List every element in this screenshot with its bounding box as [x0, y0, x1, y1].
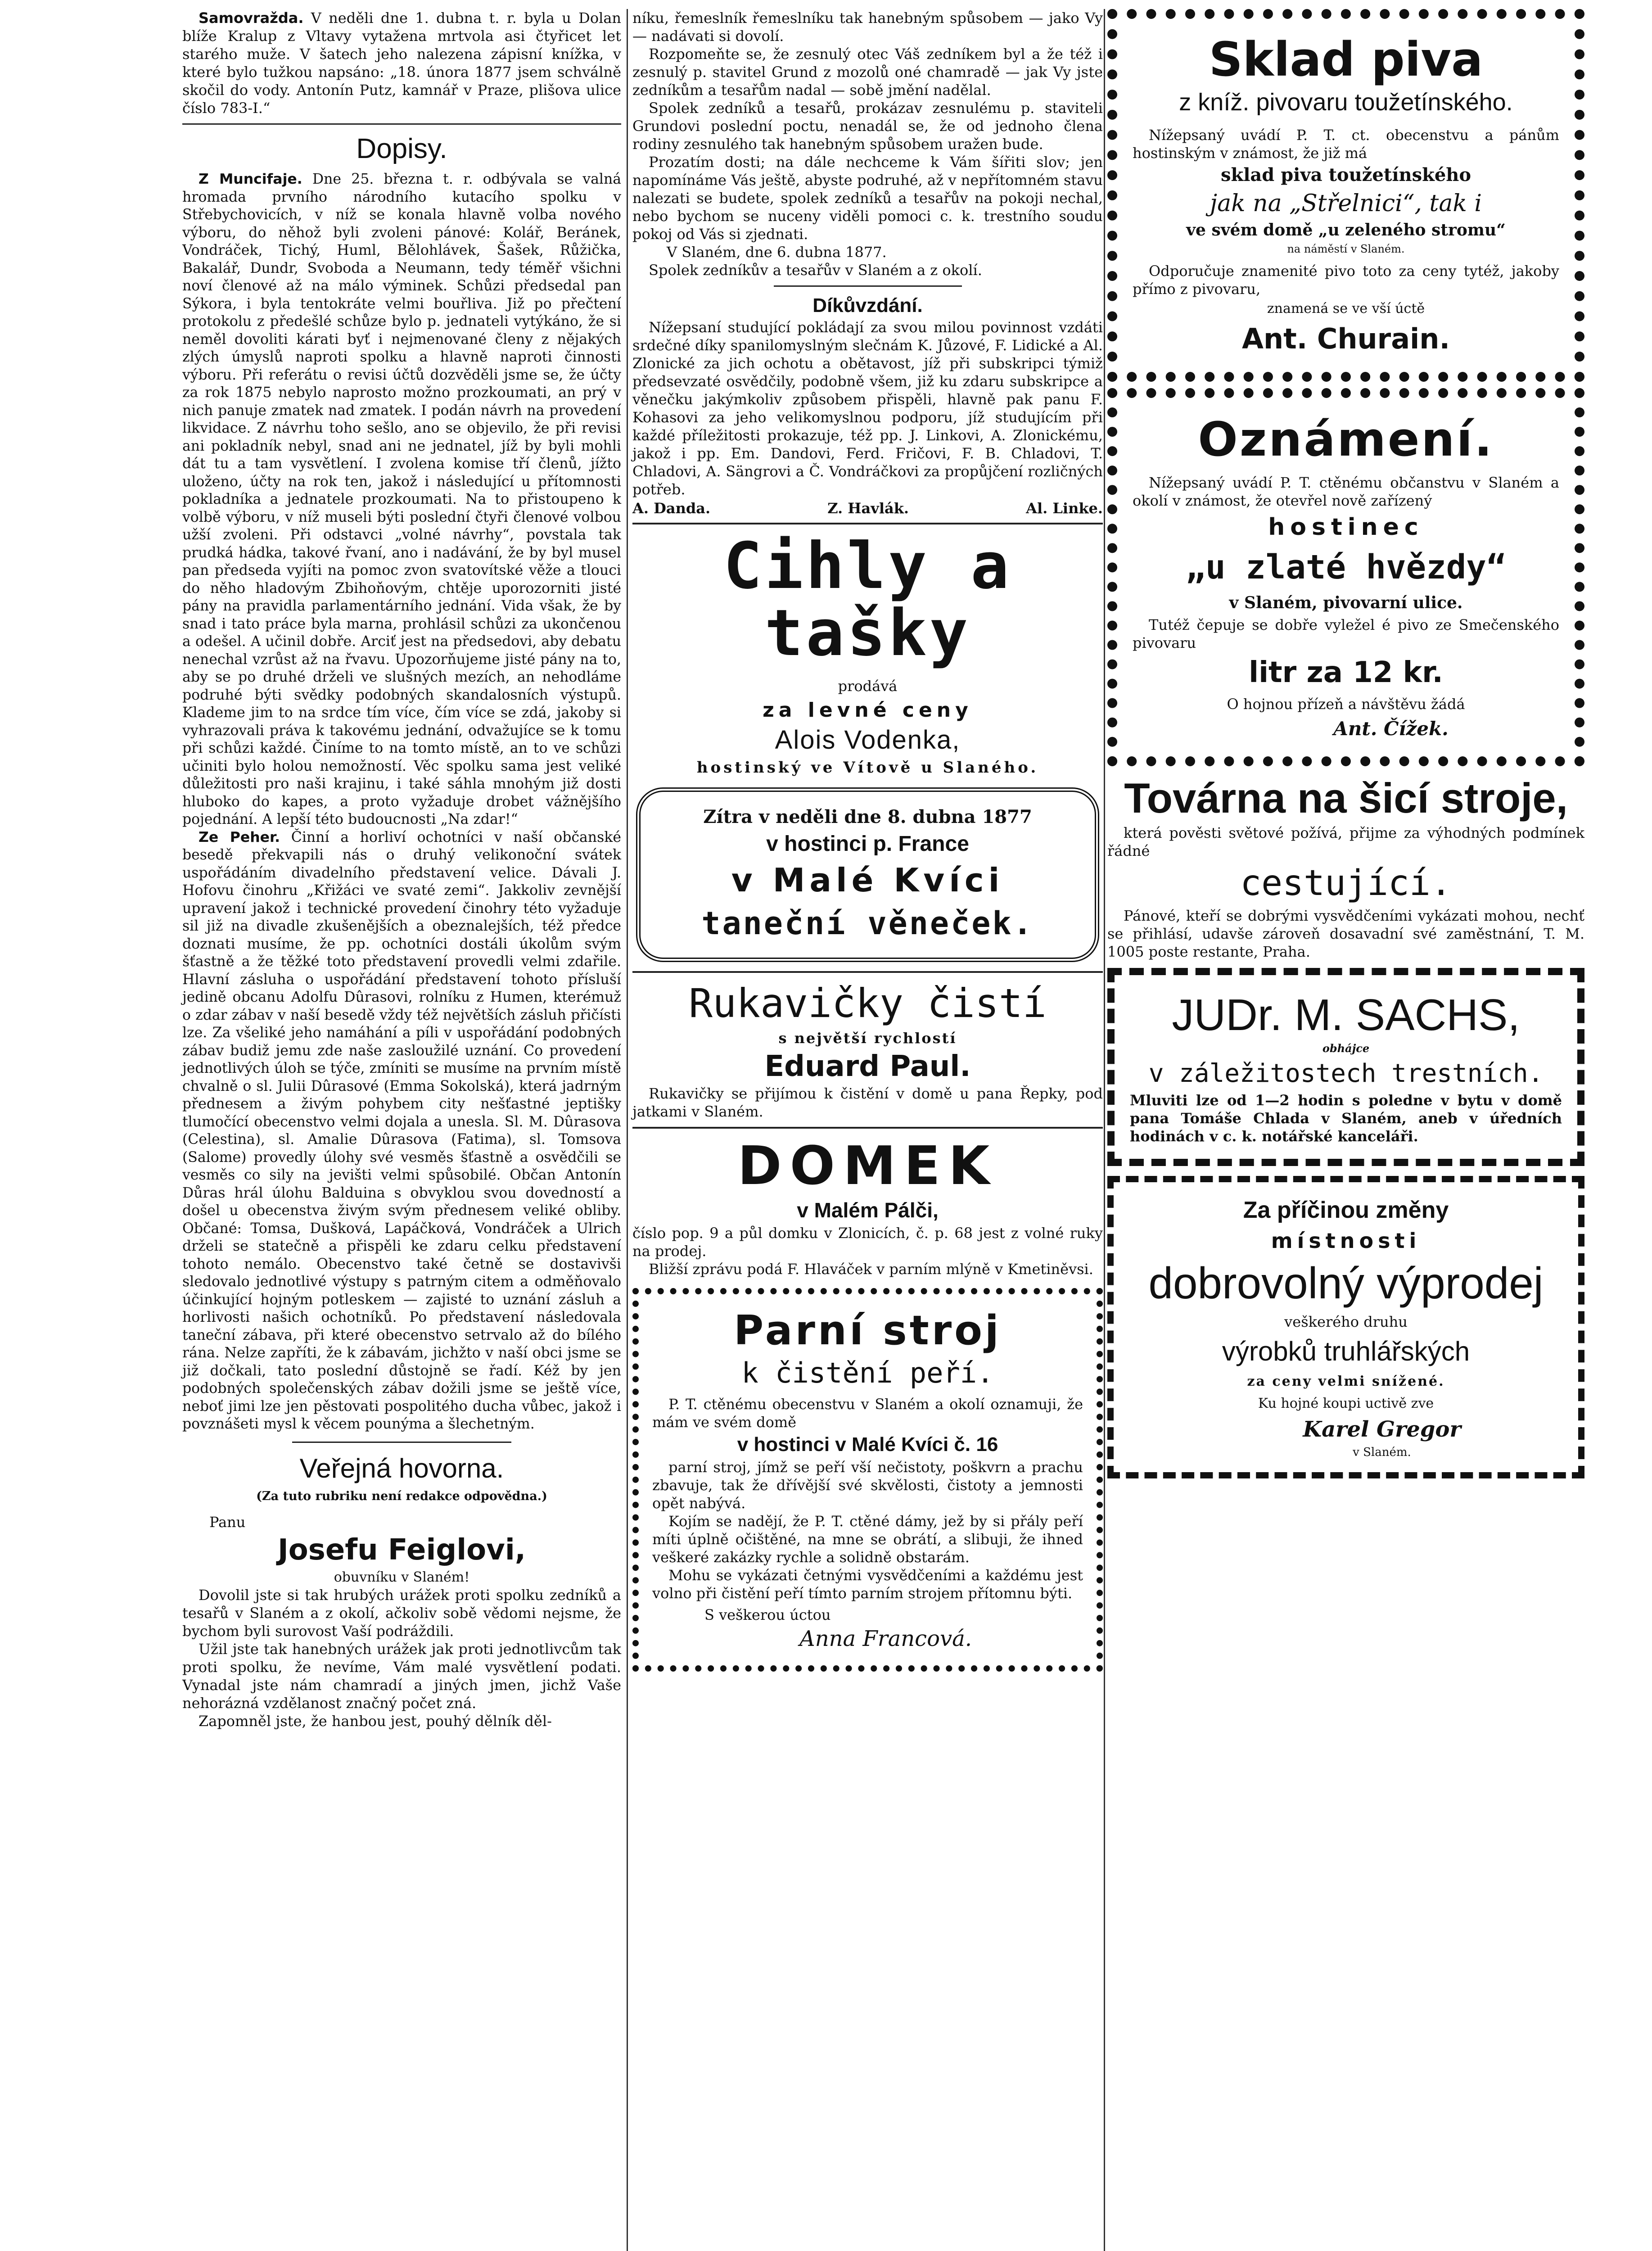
ad-sklad-piva	[1107, 9, 1584, 382]
divider	[774, 285, 962, 287]
ad-text: parní stroj, jímž se peří vší nečistoty, poškvrn a prachu zbavuje, tak že dřívější své skvělosti, čistoty a jemnosti opět nabývá.	[652, 1459, 1083, 1512]
ad-text: prodává	[838, 678, 898, 695]
ad-text: Pánové, kteří se dobrými vysvědčeními vykázati mohou, nechť se přihlásí, udavše zároveň dosavadní své zaměstnání, T. M. 1005 poste restante, Praha.	[1107, 907, 1584, 960]
signature: Al. Linke.	[1026, 500, 1103, 517]
hovorna-paragraph: Užil jste tak hanebných urážek jak proti jednotlivcům tak proti spolku, že nevíme, Vám malé vysvětlení podati. Vynadal jste nám chamradí a jiných jmen, jichž Vaše nehorázná vzdělanost značný počet zná.	[182, 1640, 621, 1712]
ad-line: za ceny velmi snížené.	[1247, 1374, 1445, 1389]
ad-title: DOMEK	[737, 1135, 998, 1197]
ad-sachs	[1107, 968, 1584, 1166]
ad-title: Cihly a tašky	[723, 529, 1012, 671]
ad-line: místnosti	[1271, 1229, 1421, 1253]
news-samovrazda	[182, 9, 621, 117]
letter-peher	[182, 829, 621, 1433]
column-divider-right	[1104, 9, 1105, 2251]
letter-text: Dne 25. března t. r. odbývala se valná hromada prvního národního kutacího spolku v Střebychovicích, v níž se konala hlavně volba nového výboru, do něhož byli zvoleni pánové: Kolář, Beránek, Vondráček, Tichý, Huml, Bělohlávek, Šašek, Růžička, Bakalář, Dundr, Svoboda a Neumann, tedy téměř všichni noví členové až na málo výminek. Schůzi předsedal pan Sýkora, i byla tentokráte velmi bouřliva. Již po přečtení protokolu z předešlé schůze bylo p. jednateli vytýkáno, že si neměl dovoliti kárati byť i nejmenované členy z nějakých zlých úmyslů naproti spolku a hlavně naproti činnosti výboru. Při referátu o revisi účtů dozvěděli jsme se, že účty za rok 1875 nebylo naprosto možno prozkoumati, an prý v nich panuje zmatek nad zmatek. I podán návrh na provedení likvidace. Z návrhu toho sešlo, ano se objevilo, že při revisi ani pokladník nebyl, snad ani ne jednatel, jíž by byli mohli dát tu a tam vysvětlení. I zvolena komise tří členů, jížto uloženo, účty na rok ten, jakož i následující u přítomnosti pokladníka a jednatele prozkoumati. Na to přistoupeno k volbě výboru, v níž museli býti poslední čtyři členové volbou užší zvoleni. Při odstavci „volné návrhy“, povstala tak prudká hádka, takové řvaní, ano i nadávání, že by byl musel pan předseda vyjíti na pomoc zvon svatovítské věže a tlouci do něho hladovým Zbihoňovým, chtěje uporozorniti jisté pány na pravidla parlamentárního jednání. Vida však, že by snad i tato práce byla marna, prohlásil schůzi za ukončenou a odešel. A učinil dobře. Arciť jest na předsedovi, aby debatu nenechal vzrůst až na řvavu. Upozorňujeme jisté pány na to, aby se po druhé drželi ve slušných mezích, an nehodláme podruhé býti svědky podobných skandalosních výstupů. Klademe jim to na srdce tím více, čím více se zdá, jakoby si vyhrazovali práva k takovému jednání, odvažujíce se k tomu při schůzi každé. Činíme to na tomto místě, an to ve schůzi učiniti bylo holou nemožností. Věc spolku sama jest veliké důležitosti pro naši krajinu, i také sáhla mnohým již dosti hluboko do kapes, a proto vyžaduje drobet vážnějšího pojednání. A lepší této budoucnosti „Na zdar!“	[182, 171, 622, 827]
event-date: Zítra v neděli dne 8. dubna 1877	[703, 806, 1032, 828]
ad-subtitle: s největší rychlostí	[778, 1030, 957, 1047]
ad-line: Ku hojné koupi uctivě zve	[1258, 1396, 1434, 1411]
recipient-address: obuvníku v Slaném!	[334, 1569, 470, 1585]
section-heading-dopisy: Dopisy.	[356, 133, 447, 164]
ad-location-note: na náměstí v Slaném.	[1287, 243, 1405, 255]
ad-business: hostinec	[1268, 514, 1424, 541]
ad-location: jak na „Střelnici“, tak i	[1210, 190, 1482, 217]
ad-highlight: sklad piva toužetínského	[1220, 164, 1471, 185]
ad-domek	[632, 1135, 1103, 1278]
ad-rukavicky	[632, 979, 1103, 1121]
ad-place: v Slaném, pivovarní ulice.	[1229, 593, 1463, 612]
ad-text: znamená se ve vší úctě	[1267, 301, 1425, 316]
ad-name: Eduard Paul.	[764, 1050, 971, 1084]
signature: Z. Havlák.	[827, 500, 909, 517]
ad-text: Tutéž čepuje se dobře vyležel é pivo ze Smečenského pivovaru	[1133, 616, 1559, 651]
ad-cihly	[632, 529, 1103, 778]
ad-location: ve svém domě „u zeleného stromu“	[1186, 221, 1506, 240]
ad-seller: Alois Vodenka,	[775, 725, 961, 755]
letter-title: Ze Peher.	[199, 829, 280, 845]
divider	[632, 523, 1103, 524]
ad-place: v Slaném.	[1353, 1446, 1411, 1459]
ad-subtitle: obhájce	[1322, 1042, 1370, 1055]
ad-oznameni	[1107, 388, 1584, 766]
ad-title: Továrna na šicí stroje,	[1124, 774, 1568, 822]
divider	[182, 123, 621, 125]
ad-address: hostinský ve Vítově u Slaného.	[696, 759, 1039, 777]
ad-text: Rukavičky se přijímou k čistění v domě u pana Řepky, pod jatkami v Slaném.	[632, 1085, 1103, 1121]
news-title: Samovražda.	[199, 9, 304, 27]
column-right	[1107, 9, 1584, 1478]
ad-title: Rukavičky čistí	[689, 980, 1047, 1027]
ad-title: Parní stroj	[734, 1307, 1002, 1355]
ad-area: v záležitostech trestních.	[1148, 1059, 1544, 1088]
ad-title: dobrovolný výprodej	[1148, 1258, 1544, 1308]
ad-venecek	[636, 787, 1099, 962]
recipient-name: Josefu Feiglovi,	[277, 1533, 526, 1567]
ad-signature: Karel Gregor	[1303, 1417, 1461, 1442]
divider	[292, 1442, 512, 1443]
ad-subtitle: k čistění peří.	[741, 1356, 994, 1390]
hovorna-paragraph: Spolek zedníků a tesařů, prokázav zesnulému p. staviteli Grundovi poslední poctu, nenadál se, že od jednoho člena rodiny zesnulého tak hanebným spůsobem uražen bude.	[632, 99, 1103, 153]
ad-text: Mluviti lze od 1—2 hodin s poledne v bytu v domě pana Tomáše Chlada v Slaném, aneb v úředních hodinách v c. k. notářské kanceláři.	[1130, 1092, 1562, 1145]
dikuvzdani-signatures	[632, 498, 1103, 518]
ad-place: v hostinci v Malé Kvíci č. 16	[737, 1433, 998, 1456]
ad-vyprodej	[1107, 1176, 1584, 1478]
event-village: v Malé Kvíci	[731, 861, 1004, 899]
ad-signature: Ant. Čížek.	[1333, 718, 1449, 740]
ad-text: číslo pop. 9 a půl domku v Zlonicích, č. p. 68 jest z volné ruky na prodej.	[632, 1225, 1103, 1260]
signature-org: Spolek zedníkův a tesařův v Slaném a z okolí.	[649, 262, 982, 279]
ad-line: výrobků truhlářských	[1222, 1336, 1470, 1366]
ad-text: která pověsti světové požívá, přijme za výhodných podmínek řádné	[1107, 824, 1584, 859]
ad-line: Za příčinou změny	[1243, 1197, 1449, 1223]
ad-price: litr za 12 kr.	[1249, 656, 1443, 689]
ad-title: Oznámení.	[1198, 412, 1494, 467]
salutation: Panu	[209, 1513, 246, 1531]
ad-place: v Malém Pálči,	[797, 1198, 939, 1222]
ad-text: Nížepsaný uvádí P. T. ctěnému občanstvu v Slaném a okolí v známost, že otevřel nově zařízený	[1133, 474, 1559, 509]
hovorna-paragraph: Zapomněl jste, že hanbou jest, pouhý dělník děl-	[199, 1712, 552, 1730]
event-title: taneční věneček.	[701, 905, 1034, 942]
ad-text: P. T. ctěnému obecenstvu v Slaném a okolí oznamuji, že mám ve svém domě	[652, 1396, 1083, 1431]
dikuvzdani-title: Díkůvzdání.	[812, 294, 923, 316]
ad-title: JUDr. M. SACHS,	[1172, 990, 1520, 1040]
ad-regards: S veškerou úctou	[704, 1606, 831, 1624]
event-place: v hostinci p. France	[766, 832, 969, 856]
hovorna-continuation: níku, řemeslník řemeslníku tak hanebným spůsobem — jako Vy — nadávati si dovolí.	[632, 9, 1103, 45]
hovorna-paragraph: Prozatím dosti; na dále nechceme k Vám šířiti slov; jen napomínáme Vás ještě, abyste podruhé, až v nepřítomném stavu nalezati se budete, spolek zedníků a tesařův na pokoji nechal, nebo bychom se nuceny viděli pomoci c. k. trestního soudu pokoj od Vás si zjednati.	[632, 154, 1103, 243]
rubric-note: (Za tuto rubriku není redakce odpovědna.)	[256, 1489, 547, 1503]
letter-text: Činní a horliví ochotníci v naší občanské besedě překvapili nás o druhý velikonoční svátek uspořádáním divadelního představení velice. Dávali J. Hofovu činohru „Křižáci ve svaté zemi“. Jakkoliv zevnější upravení jakož i technické provedení činohry této vyžaduje sil již na divadle zkušenějších a obeznalejších, též předce doznati musíme, že pp. ochotníci dostáli úkolům svým šťastně a že těžké toto představení provedli velmi zdařile. Hlavní zásluha o uspořádání představení tohoto přísluší jedině obcanu Adolfu Dûrasovi, rolníku z Humen, kterémuž o zdar zábav v naší besedě vždy též největších zásluh přičísti lze. Za všeliké jeho namáhání a píli v uspořádání podobných zábav budiž jemu zde naše zasloužilé uznání. Co provedení jednotlivých úloh se týče, zmíniti se musíme na prvním místě chvalně o sl. Julii Dûrasové (Emma Sokolská), která jadrným přednesem a živým pohybem city nešťastné jeptišky tlumočící obecenstvo velmi dojala a unesla. Sl. M. Dûrasova (Celestina), sl. Amalie Dûrasova (Fatima), sl. Tomsova (Salome) provedly úlohy své vesměs šťastně a osvědčili se vesměs co sily na jevišti velmi spůsobilé. Občan Antonín Důras hrál úlohu Balduina s obvyklou svou dovedností a došel u obecenstva živým svým přednesem veliké obliby. Občané: Tomsa, Dušková, Lapáčková, Vondráček a Ulrich drželi se statečně a přispěli ke zdaru celku představení tohoto nemálo. Obecenstvo také četně se dostavivši sledovalo jednotlivé výstupy s patrným citem a odměňovalo účinkující hojným potleskem — zajisté to uznání zásluh a horlivosti našich ochotníků. Po představení následovala taneční zábava, při které obecenstvo setrvalo až do bílého rána. Nelze zapříti, že k zábavám, jichžto v naší obci jsme se již dočkali, tato poslední důstojně se řadí. Kéž by jen podobných společenských zábav dožili jsme se ještě více, neboť jimi lze jen pěstovati pospolitého ducha vůbec, jakož i povznášeti mysl k věcem pounýma a šlechetným.	[182, 829, 621, 1432]
ad-text: Kojím se nadějí, že P. T. ctěné dámy, jež by si přály peří míti úplně očištěné, na mne se obrátí, a slibuji, že ihned veškeré zakázky rychle a solidně obstarám.	[652, 1513, 1083, 1566]
dikuvzdani-text: Nížepsaní studující pokládají za svou milou povinnost vzdáti srdečné díky spanilomyslným slečnám K. Jůzové, F. Lidické a Al. Zlonické za jich ochotu a obětavost, jíž při subskripci týmiž předsevzaté osvědčily, podobně všem, již ku zdaru subskripce a věnečku jakýmkoliv způsobem přispěli, hlavně pak panu F. Kohasovi za jeho velikomyslnou podporu, jíž studujícím při každé příležitosti prokazuje, též pp. J. Linkovi, A. Zlonickému, jakož i pp. Em. Dandovi, Ferd. Fričovi, F. B. Chladovi, T. Chladovi, A. Sängrovi a Č. Vondráčkovi za propůjčení rozličných potřeb.	[632, 319, 1103, 498]
ad-subtitle: z kníž. pivovaru toužetínského.	[1179, 89, 1513, 116]
ad-tovarna	[1107, 773, 1584, 961]
ad-text: Odporučuje znamenité pivo toto za ceny tytéž, jakoby přímo z pivovaru,	[1133, 262, 1559, 298]
ad-text: Nížepsaný uvádí P. T. ct. obecenstvu a pánům hostinským v známost, že již má	[1133, 127, 1559, 162]
ad-signature: Anna Francová.	[799, 1626, 972, 1652]
ad-signature: Ant. Churain.	[1241, 322, 1450, 355]
ad-title: Sklad piva	[1209, 32, 1483, 87]
letter-title: Z Muncifaje.	[199, 171, 302, 187]
column-left	[182, 9, 621, 1730]
section-heading-hovorna: Veřejná hovorna.	[299, 1453, 504, 1483]
ad-parni-stroj	[632, 1288, 1103, 1672]
ad-text: O hojnou přízeň a návštěvu žádá	[1227, 696, 1465, 713]
ad-info: Bližší zprávu podá F. Hlaváček v parním mlýně v Kmetiněvsi.	[649, 1261, 1093, 1278]
divider	[632, 971, 1103, 973]
ad-business-name: „u zlaté hvězdy“	[1185, 548, 1507, 587]
signature-place: V Slaném, dne 6. dubna 1877.	[667, 244, 887, 261]
news-text: V neděli dne 1. dubna t. r. byla u Dolan blíže Kralup z Vltavy vytažena mrtvola asi čtyřicet let starého muže. V šatech jeho nalezena zápisní knížka, v které bylo tužkou napsáno: „18. února 1877 jsem schválně skočil do vody. Antonín Putz, kamnář v Praze, plišova ulice číslo 783-I.“	[182, 9, 622, 117]
ad-line: veškerého druhu	[1284, 1313, 1408, 1330]
ad-position: cestující.	[1240, 863, 1452, 904]
ad-price: za levné ceny	[763, 699, 973, 722]
letter-muncifaje	[182, 171, 621, 829]
hovorna-paragraph: Rozpomeňte se, že zesnulý otec Váš zedníkem byl a že též i zesnulý p. stavitel Grund z mozolů oné chamradě — jak Vy jste zedníkům a tesařům nadal — sobě jmění nadělal.	[632, 45, 1103, 99]
ad-text: Mohu se vykázati četnými vysvědčeními a každému jest volno při čistění peří tímto parním strojem přítomnu býti.	[652, 1567, 1083, 1602]
divider	[632, 1127, 1103, 1129]
hovorna-paragraph: Dovolil jste si tak hrubých urážek proti spolku zedníků a tesařů v Slaném a z okolí, ačkoliv sobě vědomi nejsme, že bychom byli surovost Vaší podráždili.	[182, 1586, 621, 1640]
signature: A. Danda.	[632, 500, 711, 517]
column-middle	[632, 9, 1103, 1672]
column-divider-left	[627, 9, 628, 2251]
